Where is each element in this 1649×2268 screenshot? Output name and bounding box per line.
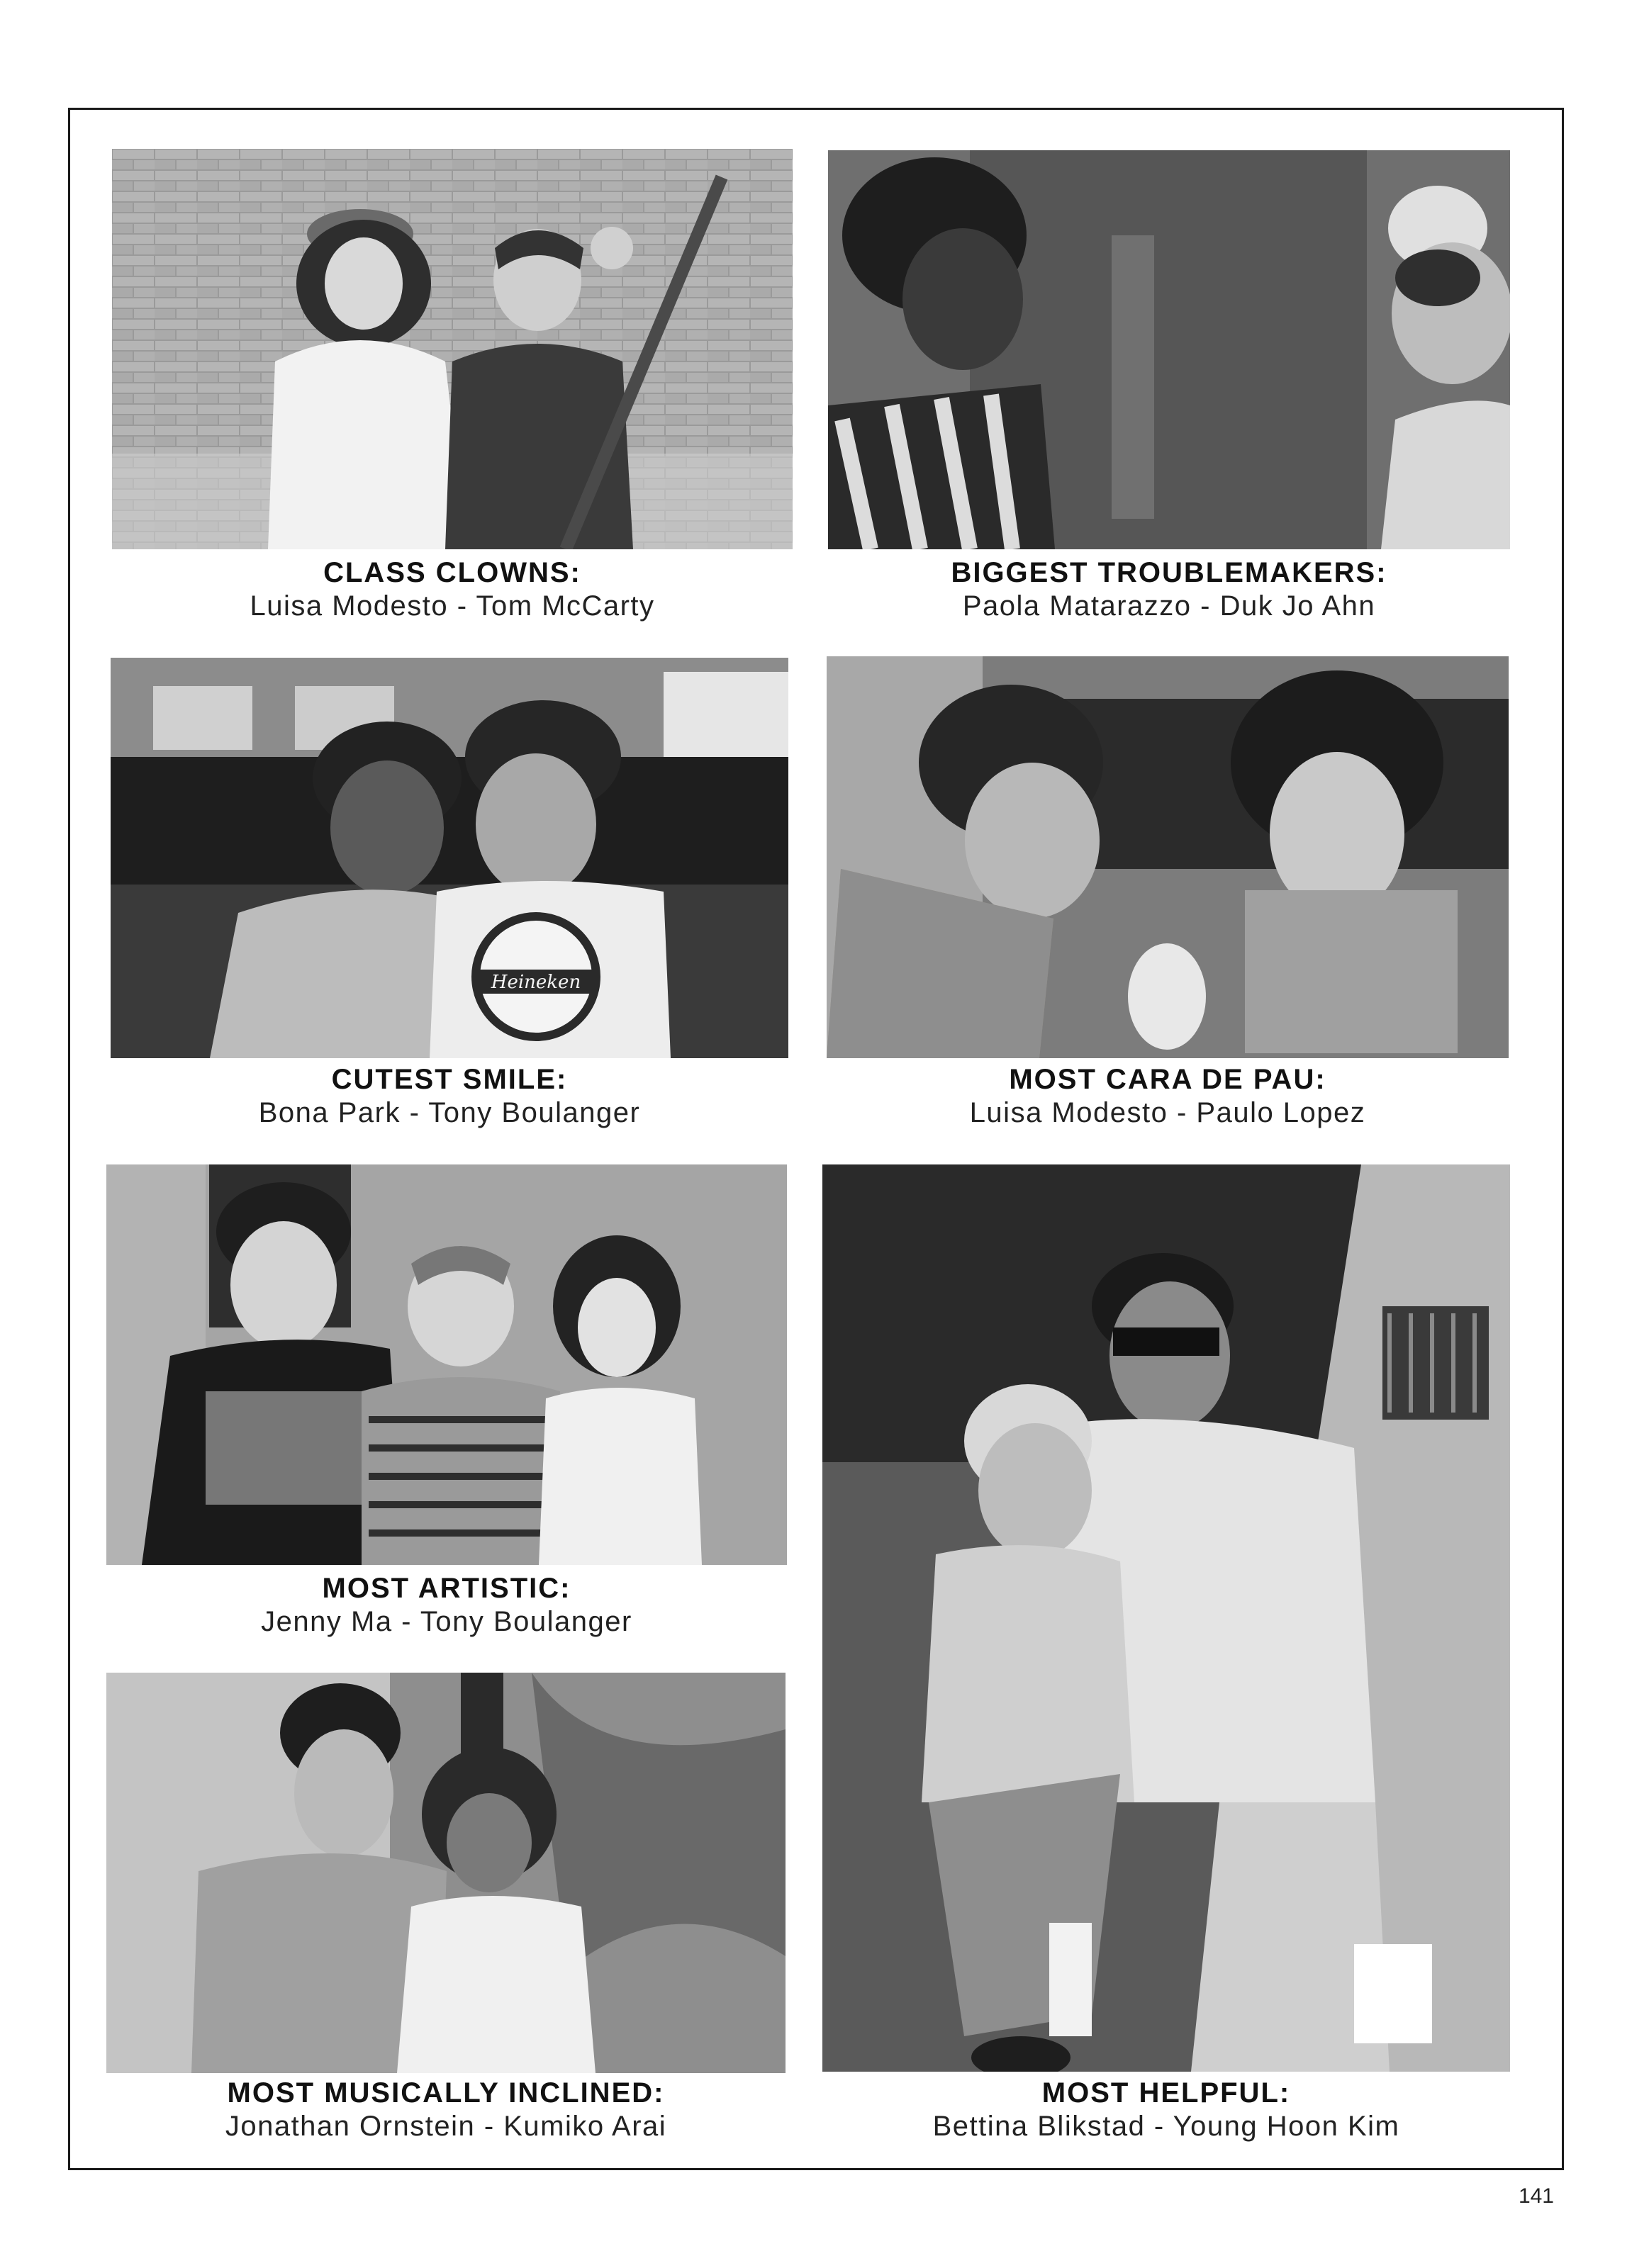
photo-most-helpful bbox=[822, 1164, 1510, 2072]
photo-biggest-troublemakers bbox=[828, 150, 1510, 549]
caption-class-clowns bbox=[112, 556, 793, 623]
caption-cutest-smile bbox=[111, 1063, 788, 1130]
award-title: BIGGEST TROUBLEMAKERS: bbox=[951, 557, 1387, 588]
award-title: CLASS CLOWNS: bbox=[323, 557, 581, 588]
award-names: Bona Park - Tony Boulanger bbox=[258, 1097, 641, 1128]
caption-most-artistic bbox=[106, 1572, 787, 1639]
heineken-logo-text: Heineken bbox=[491, 972, 581, 993]
award-title: MOST ARTISTIC: bbox=[322, 1573, 571, 1604]
award-names: Jenny Ma - Tony Boulanger bbox=[261, 1606, 632, 1637]
award-title: MOST HELPFUL: bbox=[1041, 2077, 1291, 2109]
award-names: Paola Matarazzo - Duk Jo Ahn bbox=[962, 590, 1376, 622]
caption-biggest-troublemakers bbox=[828, 556, 1510, 623]
award-title: MOST MUSICALLY INCLINED: bbox=[227, 2077, 665, 2109]
caption-most-cara-de-pau bbox=[827, 1063, 1509, 1130]
photo-most-cara-de-pau bbox=[827, 656, 1509, 1058]
page-number: 141 bbox=[1518, 2184, 1554, 2208]
caption-most-musically-inclined bbox=[106, 2077, 786, 2143]
photo-most-artistic bbox=[106, 1164, 787, 1565]
photo-class-clowns bbox=[112, 149, 793, 549]
award-names: Luisa Modesto - Tom McCarty bbox=[250, 590, 655, 622]
award-names: Luisa Modesto - Paulo Lopez bbox=[969, 1097, 1366, 1128]
photo-most-musically-inclined bbox=[106, 1673, 786, 2073]
award-names: Jonathan Ornstein - Kumiko Arai bbox=[225, 2111, 667, 2142]
award-names: Bettina Blikstad - Young Hoon Kim bbox=[932, 2111, 1400, 2142]
caption-most-helpful bbox=[822, 2077, 1510, 2143]
photo-cutest-smile bbox=[111, 658, 788, 1058]
award-title: MOST CARA DE PAU: bbox=[1009, 1064, 1326, 1095]
award-title: CUTEST SMILE: bbox=[331, 1064, 568, 1095]
